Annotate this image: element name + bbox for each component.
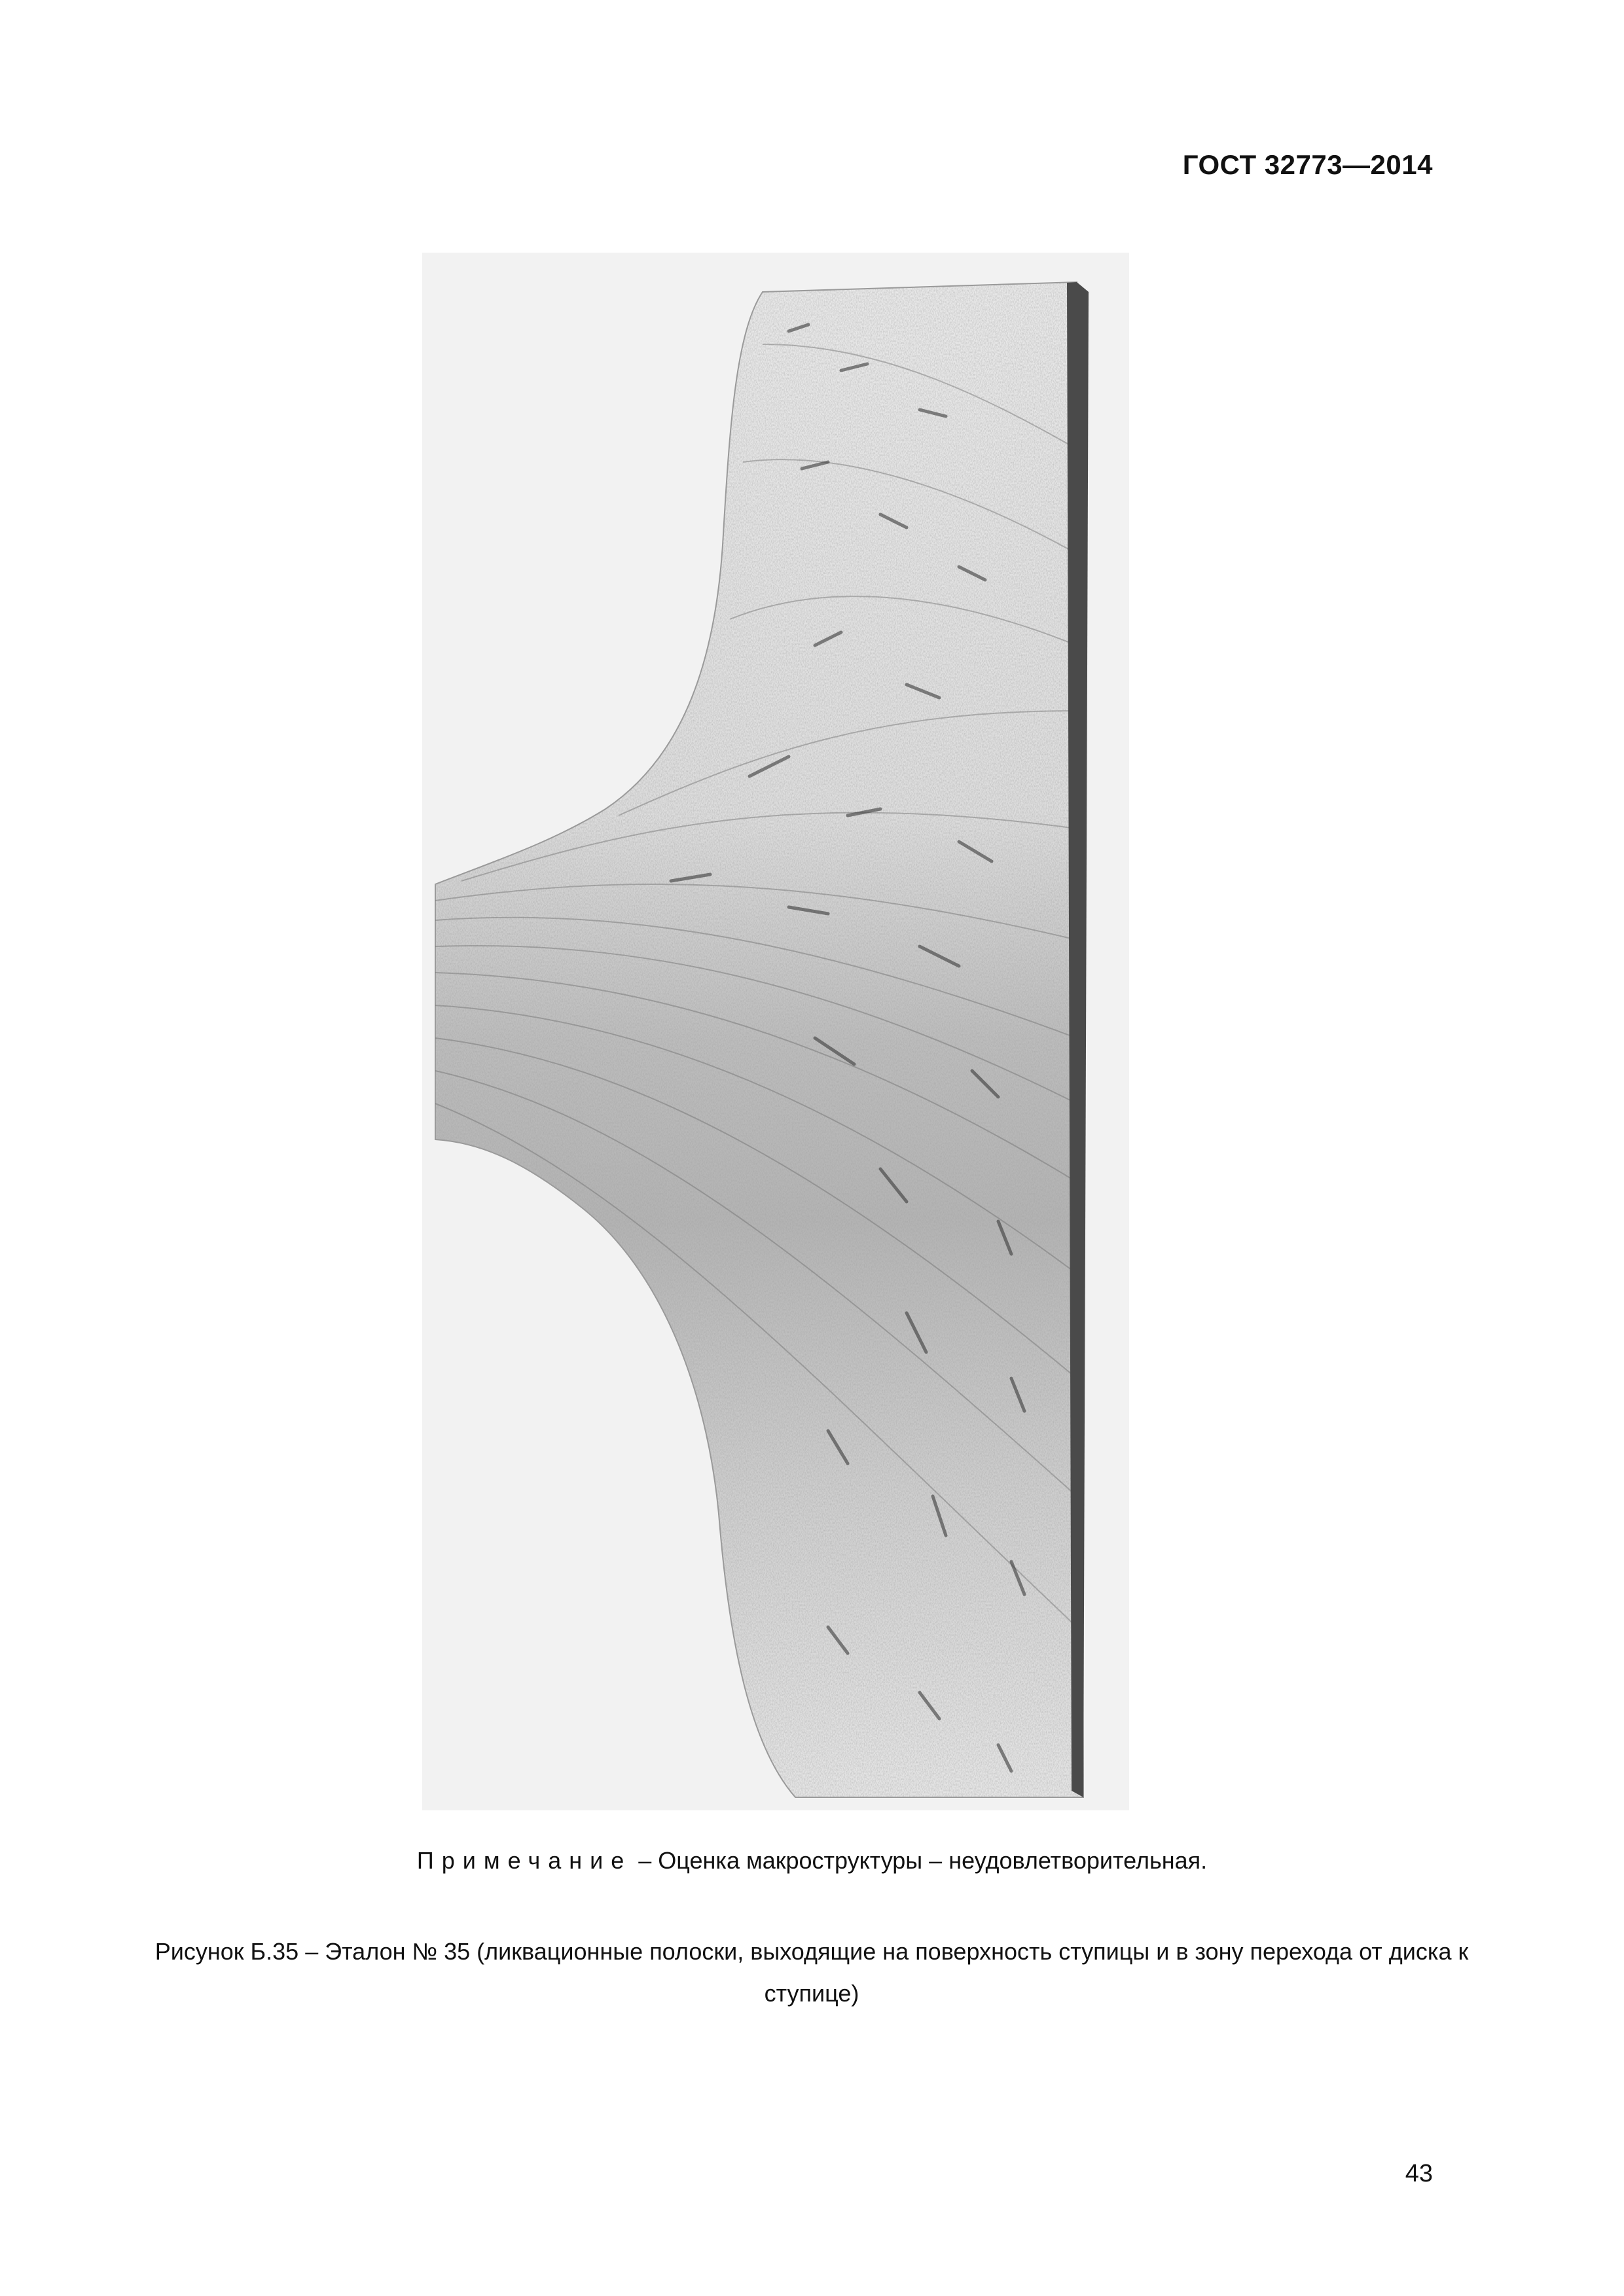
- macrostructure-figure: [422, 253, 1129, 1810]
- figure-note: [0, 1847, 1624, 1874]
- note-label: Примечание: [416, 1847, 632, 1874]
- document-header: [1183, 149, 1433, 181]
- page-number-value: 43: [1405, 2160, 1433, 2187]
- macrostructure-photo: [422, 253, 1129, 1810]
- caption-text: Рисунок Б.35 – Эталон № 35 (ликвационные полоски, выходящие на поверхность ступицы и в зону перехода от диска к ступице): [154, 1938, 1469, 2007]
- page-number: [1405, 2160, 1433, 2188]
- standard-number: ГОСТ 32773—2014: [1182, 149, 1433, 180]
- note-text: – Оценка макроструктуры – неудовлетворительная.: [632, 1847, 1208, 1874]
- figure-caption: [124, 1931, 1499, 2015]
